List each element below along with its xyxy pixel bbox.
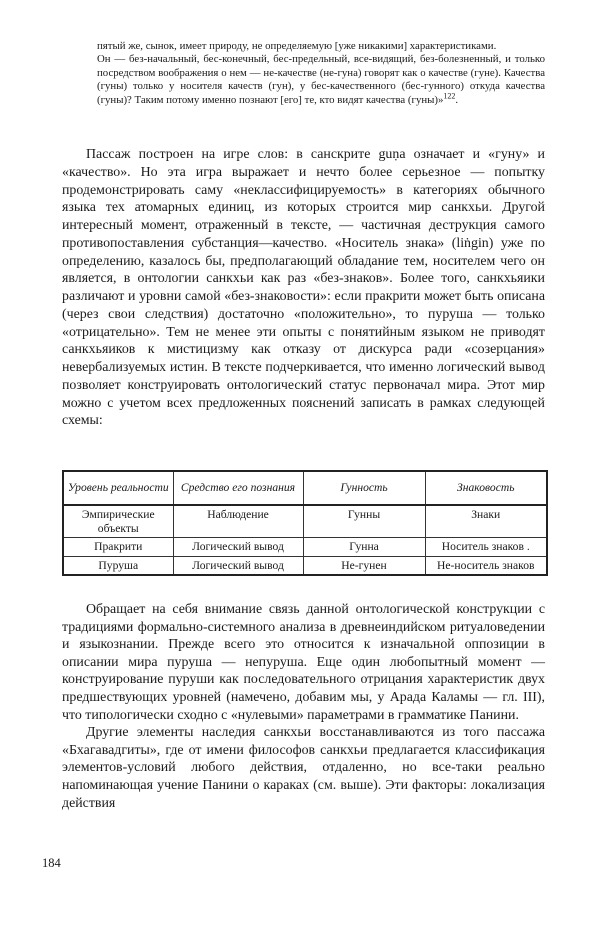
col-header-level: Уровень реальности	[63, 471, 173, 505]
quote-line-1: пятый же, сынок, имеет природу, не определяемую [уже никакими] характеристиками.	[97, 40, 497, 52]
table-cell: Не-носитель знаков	[425, 556, 547, 575]
table-row	[63, 538, 547, 557]
body-text-1	[62, 146, 545, 430]
ontology-scheme-table	[62, 470, 548, 576]
paragraph-3: Другие элементы наследия санкхьи восстанавливаются из того пассажа «Бхагавадгиты», где от имени философов санкхьи предлагается классификация элементов-условий любого действия, отдаленно, но все-таки реально напоминающая учение Панини о караках (см. выше). Эти факторы: локализация действия	[62, 725, 545, 811]
quote-end: .	[455, 93, 459, 106]
table-cell: Гунна	[303, 538, 425, 557]
table-row	[63, 505, 547, 538]
table-cell: Логический вывод	[173, 538, 303, 557]
table-cell: Эмпирические объекты	[63, 505, 173, 538]
quote-line-2	[97, 53, 545, 107]
col-header-means: Средство его познания	[173, 471, 303, 505]
table-cell: Не-гунен	[303, 556, 425, 575]
table-cell: Знаки	[425, 505, 547, 538]
table-header-row	[63, 471, 547, 505]
table-row	[63, 556, 547, 575]
paragraph-1: Пассаж построен на игре слов: в санскрите guṇa означает и «гуну» и «качество». Но эта игра выражает и нечто более серьезное — попытку продемонстрировать саму «неклассифицируемость» в категориях обычного языка тех атомарных единиц, из которых строится мир санкхьи. Другой интересный момент, отраженный в тексте, — частичная деструкция самого противопоставления субстанция—качество. «Носитель знака» (liṅgin) уже по определению, казалось бы, предполагающий обладание тем, носителем чего он является, в онтологии санкхьи как раз «без-знаков». Более того, санкхьяики различают и уровни самой «без-знаковости»: если пракрити может быть описана (через свои следствия) достаточно «положительно», то пуруша — только «отрицательно». Тем не менее эти опыты с понятийным языком не приводят санкхьяиков к мистицизму как отказу от дискурса ради «созерцания» невербализуемых истин. В тексте подчеркивается, что именно логический вывод позволяет конструировать онтологический статус первоначал мира. Этот мир можно с учетом всех предложенных пояснений записать в рамках следующей схемы:	[62, 147, 545, 429]
page-number: 184	[42, 856, 61, 870]
table-cell: Логический вывод	[173, 556, 303, 575]
footnote-ref[interactable]: 122	[443, 91, 456, 101]
table-cell: Пракрити	[63, 538, 173, 557]
col-header-gunness: Гунность	[303, 471, 425, 505]
block-quote	[97, 40, 545, 107]
table-cell: Наблюдение	[173, 505, 303, 538]
table-cell: Пуруша	[63, 556, 173, 575]
body-text-2	[62, 601, 545, 812]
quote-text: Он — без-начальный, бес-конечный, бес-предельный, все-видящий, без-болезненный, и только посредством воображения о нем — не-качестве (не-гуна) говорят как о качестве (гуне). Качества (гуны) только у носителя качеств (гун), у бес-качественного (бес-гунного) откуда качества (гуны)? Таким потому именно познают [его] те, кто видят качества (гуны)»	[97, 53, 545, 106]
paragraph-2: Обращает на себя внимание связь данной онтологической конструкции с традициями формально-системного анализа в древнеиндийском ритуаловедении и языкознании. Прежде всего это относится к изначальной оппозиции в описании мира пуруша — непуруша. Еще один любопытный момент — конструирование пуруши как последовательного отрицания характеристик двух предшествующих уровней (намечено, добавим мы, у Арада Каламы — гл. III), что типологически сходно с «нулевыми» параметрами в грамматике Панини.	[62, 602, 545, 723]
table-cell: Носитель знаков .	[425, 538, 547, 557]
col-header-signness: Знаковость	[425, 471, 547, 505]
table-cell: Гунны	[303, 505, 425, 538]
